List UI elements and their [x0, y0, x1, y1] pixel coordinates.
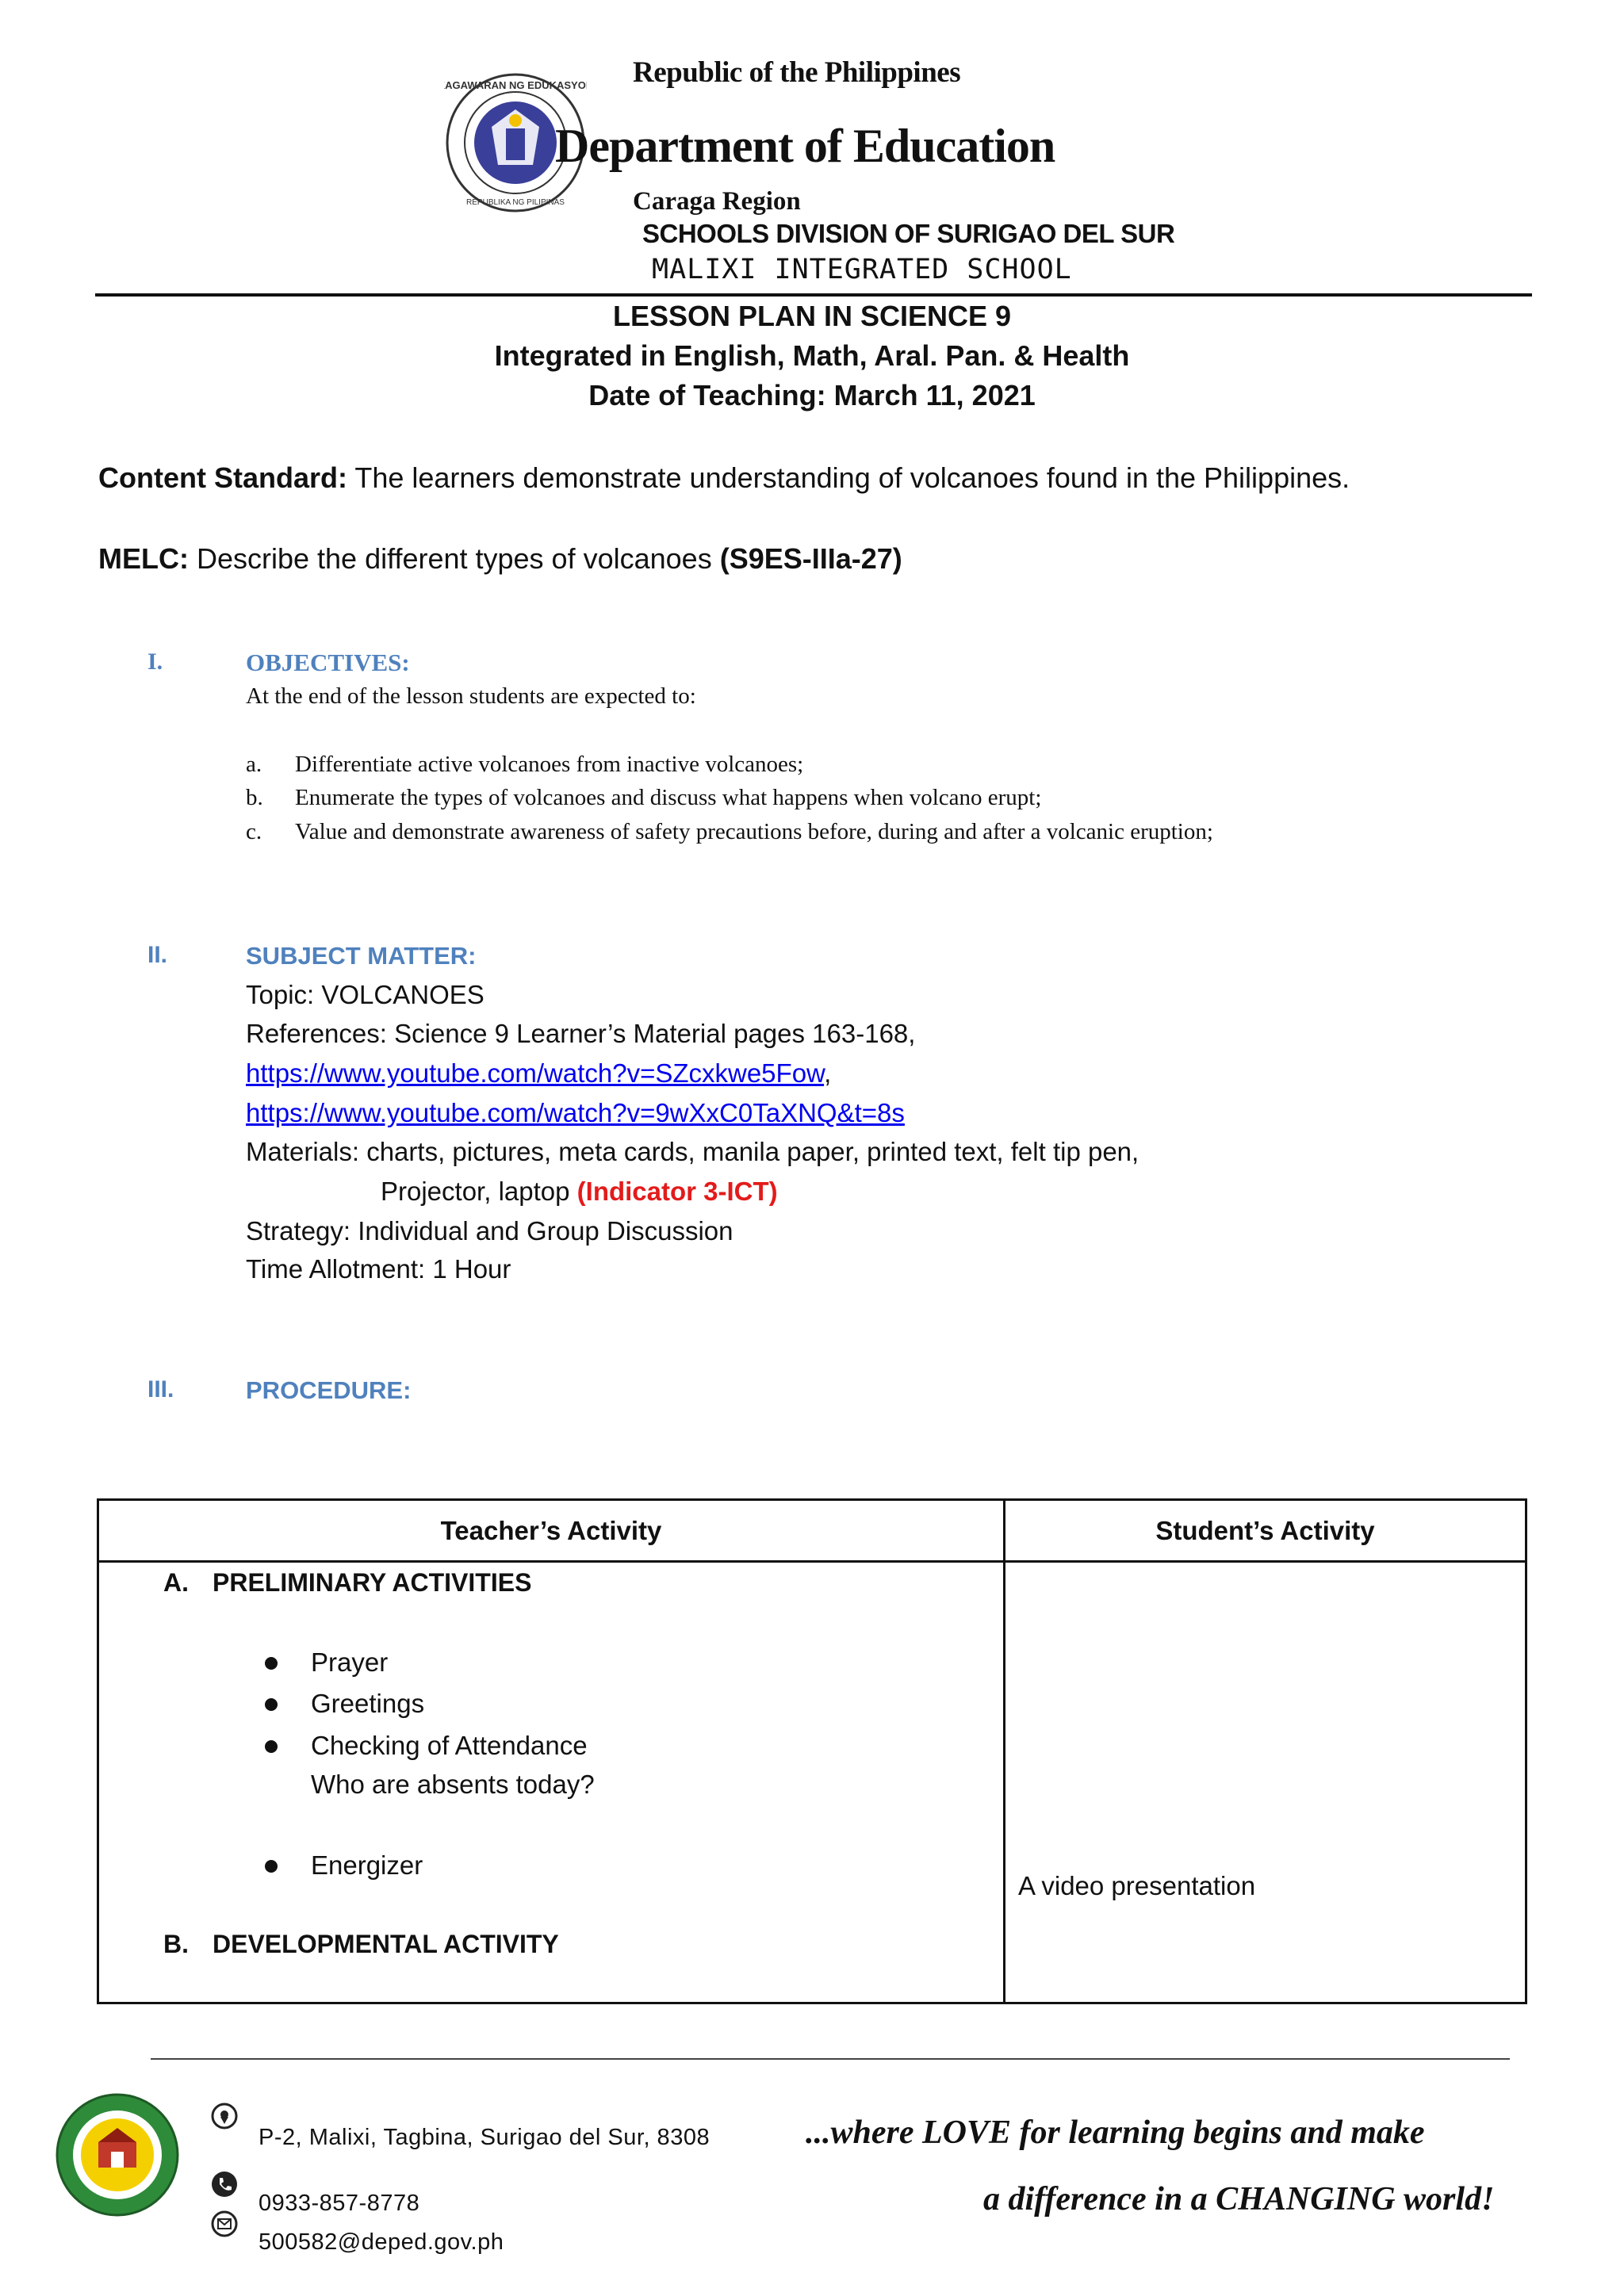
objective-letter: b.	[246, 785, 263, 810]
objectives-intro: At the end of the lesson students are expected to:	[246, 683, 696, 709]
indicator-label: (Indicator 3-ICT)	[576, 1177, 778, 1206]
melc	[98, 542, 902, 576]
lesson-plan-title: LESSON PLAN IN SCIENCE 9	[612, 300, 1012, 332]
teaching-date: Date of Teaching: March 11, 2021	[588, 379, 1036, 411]
materials-line-2	[381, 1177, 778, 1207]
subject-matter-number: II.	[147, 942, 168, 968]
bullet-icon	[265, 1698, 278, 1711]
melc-text: Describe the different types of volcanoes	[188, 542, 720, 575]
procedure-title: PROCEDURE:	[246, 1376, 412, 1404]
table-column-divider	[1003, 1498, 1005, 2004]
table-row-divider	[97, 1560, 1527, 1563]
procedure-number: III.	[147, 1376, 174, 1402]
svg-text:KAGAWARAN NG EDUKASYON: KAGAWARAN NG EDUKASYON	[444, 79, 587, 91]
footer-phone: 0933-857-8778	[259, 2191, 420, 2216]
motto-line-2: a difference in a CHANGING world!	[983, 2181, 1495, 2218]
content-standard	[98, 461, 1350, 495]
time-allotment-line: Time Allotment: 1 Hour	[246, 1254, 511, 1284]
motto-line-1: ...where LOVE for learning begins and make	[806, 2114, 1425, 2151]
school-heading: MALIXI INTEGRATED SCHOOL	[652, 254, 1072, 285]
preliminary-letter: A.	[163, 1568, 189, 1597]
objective-text: Value and demonstrate awareness of safety precautions before, during and after a volcanic eruption;	[295, 819, 1213, 844]
svg-text:REPUBLIKA NG PILIPINAS: REPUBLIKA NG PILIPINAS	[466, 198, 565, 207]
content-standard-label: Content Standard:	[98, 461, 347, 494]
footer-address: P-2, Malixi, Tagbina, Surigao del Sur, 8308	[259, 2125, 710, 2150]
student-activity-header: Student’s Activity	[1155, 1516, 1375, 1545]
location-pin-icon	[211, 2103, 238, 2130]
objective-letter: a.	[246, 752, 262, 777]
list-item: Prayer	[311, 1647, 389, 1677]
region-heading: Caraga Region	[633, 187, 801, 216]
reference-link-row	[246, 1098, 905, 1128]
division-heading: SCHOOLS DIVISION OF SURIGAO DEL SUR	[642, 219, 1175, 248]
objective-text: Differentiate active volcanoes from inactive volcanoes;	[295, 752, 804, 777]
objective-letter: c.	[246, 819, 262, 844]
header-divider	[95, 293, 1532, 297]
email-icon	[211, 2210, 238, 2237]
melc-label: MELC:	[98, 542, 189, 575]
footer-email[interactable]: 500582@deped.gov.ph	[259, 2229, 504, 2255]
objectives-number: I.	[147, 649, 163, 675]
objectives-title: OBJECTIVES:	[246, 649, 410, 676]
bullet-icon	[265, 1860, 278, 1873]
preliminary-activities-title: PRELIMINARY ACTIVITIES	[213, 1568, 532, 1597]
school-logo-icon	[54, 2091, 181, 2218]
reference-link-row	[246, 1058, 831, 1089]
references-line: References: Science 9 Learner’s Material pages 163-168,	[246, 1019, 916, 1048]
bullet-icon	[265, 1657, 278, 1670]
developmental-letter: B.	[163, 1930, 189, 1958]
bullet-icon	[265, 1740, 278, 1753]
department-heading: Department of Education	[555, 120, 1055, 172]
objective-item	[246, 752, 803, 778]
objective-text: Enumerate the types of volcanoes and discuss what happens when volcano erupt;	[295, 785, 1042, 810]
list-item: Greetings	[311, 1689, 425, 1718]
objective-item	[246, 819, 1213, 845]
materials-line: Materials: charts, pictures, meta cards, manila paper, printed text, felt tip pen,	[246, 1137, 1139, 1166]
attendance-question: Who are absents today?	[311, 1770, 595, 1799]
content-standard-text: The learners demonstrate understanding of volcanoes found in the Philippines.	[347, 461, 1350, 494]
melc-code: (S9ES-IIIa-27)	[719, 542, 902, 575]
reference-link-1[interactable]: https://www.youtube.com/watch?v=SZcxkwe5Fow	[246, 1058, 825, 1088]
republic-heading: Republic of the Philippines	[633, 56, 961, 89]
phone-icon	[211, 2171, 238, 2198]
objective-item	[246, 785, 1041, 811]
link-comma: ,	[824, 1058, 832, 1088]
lesson-plan-subtitle: Integrated in English, Math, Aral. Pan. & Health	[494, 339, 1130, 372]
list-item: Energizer	[311, 1850, 423, 1880]
strategy-line: Strategy: Individual and Group Discussion	[246, 1216, 733, 1246]
developmental-activity-title: DEVELOPMENTAL ACTIVITY	[213, 1930, 559, 1958]
topic-line: Topic: VOLCANOES	[246, 980, 485, 1009]
subject-matter-title: SUBJECT MATTER:	[246, 942, 477, 970]
materials-continued: Projector, laptop	[381, 1177, 577, 1206]
footer-divider	[151, 2058, 1510, 2060]
student-activity-video: A video presentation	[1018, 1871, 1256, 1900]
reference-link-2[interactable]: https://www.youtube.com/watch?v=9wXxC0TaXNQ&t=8s	[246, 1098, 905, 1127]
list-item: Checking of Attendance	[311, 1731, 588, 1760]
teacher-activity-header: Teacher’s Activity	[440, 1516, 662, 1545]
